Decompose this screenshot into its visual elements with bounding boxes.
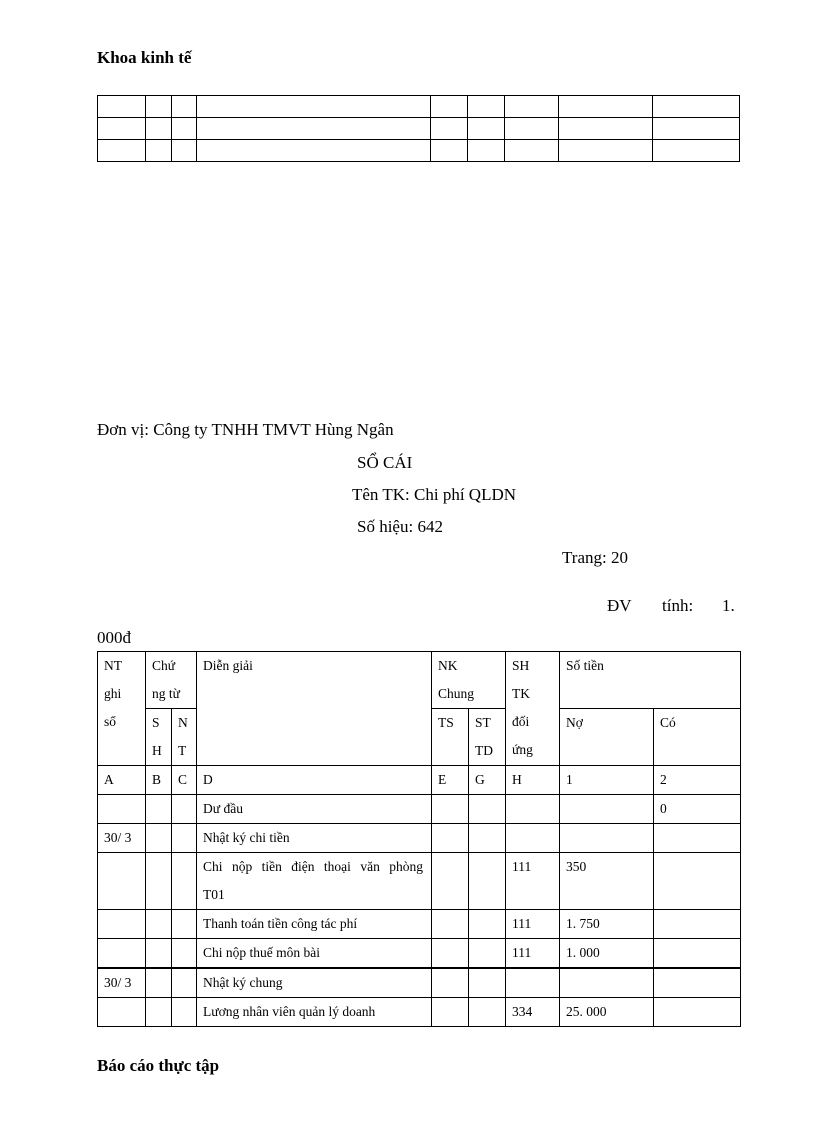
code-cell: A — [98, 766, 146, 795]
table-row — [98, 795, 741, 824]
code-row — [98, 766, 741, 795]
row-date: 30/ 3 — [98, 968, 146, 998]
footer-title: Báo cáo thực tập — [97, 1056, 220, 1075]
table-header-row — [98, 652, 741, 709]
currency-unit-part: ĐV — [607, 596, 632, 615]
code-cell: 2 — [654, 766, 741, 795]
code-cell: D — [197, 766, 432, 795]
code-cell: H — [506, 766, 560, 795]
header-nt-ghi-so: NT ghi sổ — [98, 652, 146, 766]
code-cell: 1 — [560, 766, 654, 795]
row-debit: 350 — [560, 853, 654, 910]
account-name: Tên TK: Chi phí QLDN — [352, 485, 517, 504]
row-description: Chi nộp thuế môn bài — [197, 939, 432, 969]
header-ts: TS — [432, 709, 469, 766]
row-description: Dư đầu — [197, 795, 432, 824]
row-debit: 25. 000 — [560, 998, 654, 1027]
header-title: Khoa kinh tế — [97, 48, 192, 67]
header-so-tien: Số tiền — [560, 652, 741, 709]
page-number: Trang: 20 — [562, 548, 628, 567]
header-chung-tu: Chứ ng từ — [146, 652, 197, 709]
table-row — [98, 998, 741, 1027]
currency-unit-part: 000đ — [97, 628, 131, 647]
code-cell: C — [172, 766, 197, 795]
general-ledger-table — [97, 651, 741, 1027]
header-no: Nợ — [560, 709, 654, 766]
header-sttd: ST TD — [469, 709, 506, 766]
blank-header-table — [97, 95, 740, 162]
row-description: Lương nhân viên quản lý doanh — [197, 998, 432, 1027]
company-unit: Đơn vị: Công ty TNHH TMVT Hùng Ngân — [97, 420, 394, 439]
code-cell: B — [146, 766, 172, 795]
ledger-title: SỔ CÁI — [357, 453, 413, 472]
row-description: Chi nộp tiền điện thoại văn phòng T01 — [197, 853, 432, 910]
header-sh: S H — [146, 709, 172, 766]
table-row — [98, 853, 741, 910]
row-account: 111 — [506, 910, 560, 939]
table-row — [98, 939, 741, 969]
table-row — [98, 824, 741, 853]
row-date: 30/ 3 — [98, 824, 146, 853]
blank-row — [98, 96, 740, 118]
blank-row — [98, 118, 740, 140]
currency-unit-part: 1. — [722, 596, 735, 615]
blank-row — [98, 140, 740, 162]
currency-unit-part: tính: — [662, 596, 694, 615]
header-dien-giai: Diễn giải — [197, 652, 432, 766]
account-code: Số hiệu: 642 — [357, 517, 443, 536]
table-row — [98, 910, 741, 939]
code-cell: E — [432, 766, 469, 795]
header-nk-chung: NK Chung — [432, 652, 506, 709]
row-description: Thanh toán tiền công tác phí — [197, 910, 432, 939]
code-cell: G — [469, 766, 506, 795]
row-debit: 1. 750 — [560, 910, 654, 939]
row-debit — [560, 795, 654, 824]
row-debit: 1. 000 — [560, 939, 654, 969]
row-credit: 0 — [654, 795, 741, 824]
row-account: 111 — [506, 939, 560, 969]
row-account: 111 — [506, 853, 560, 910]
row-account: 334 — [506, 998, 560, 1027]
row-description: Nhật ký chung — [197, 968, 432, 998]
row-description: Nhật ký chi tiền — [197, 824, 432, 853]
header-nt: N T — [172, 709, 197, 766]
header-co: Có — [654, 709, 741, 766]
table-row — [98, 968, 741, 998]
header-shtk: SH TK đối ứng — [506, 652, 560, 766]
